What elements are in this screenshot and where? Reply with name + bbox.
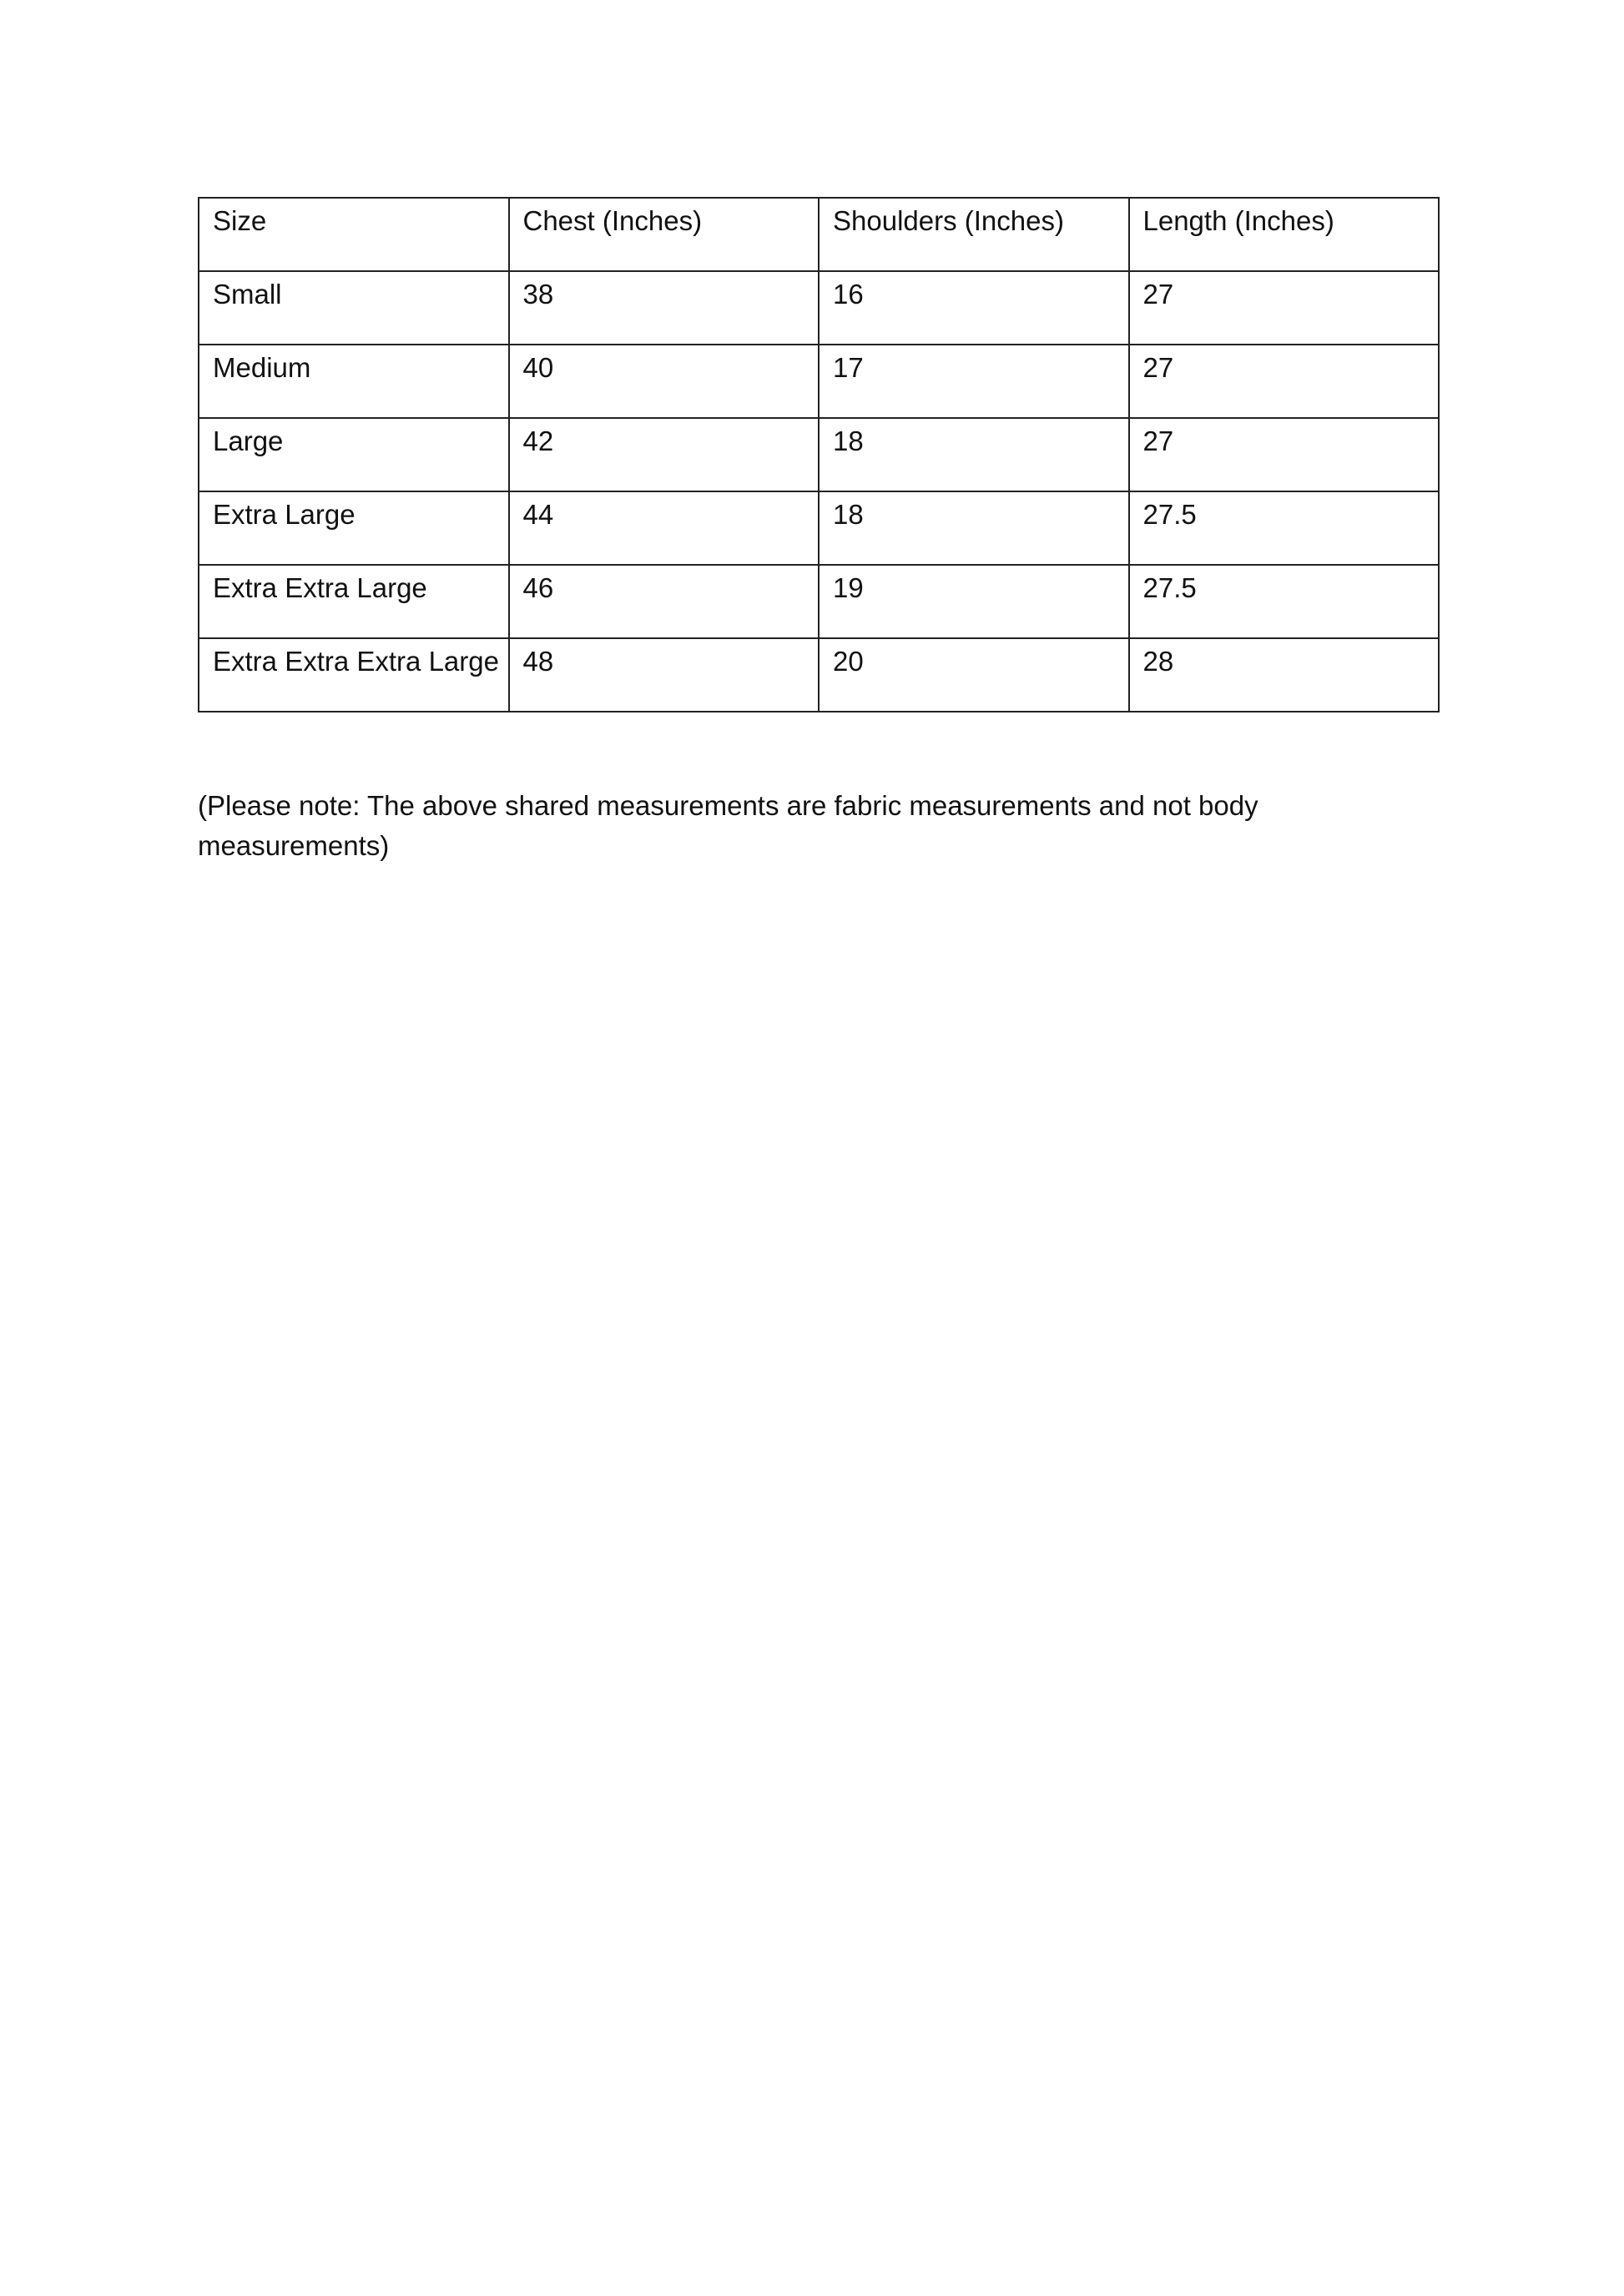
- column-header-size: Size: [199, 198, 509, 271]
- chest-cell: 40: [509, 345, 820, 418]
- chest-cell: 44: [509, 491, 820, 565]
- size-cell: Extra Extra Large: [199, 565, 509, 638]
- chest-cell: 48: [509, 638, 820, 712]
- shoulders-cell: 19: [819, 565, 1129, 638]
- chest-cell: 46: [509, 565, 820, 638]
- table-row: [199, 491, 1439, 565]
- shoulders-cell: 16: [819, 271, 1129, 345]
- size-cell: Extra Large: [199, 491, 509, 565]
- measurement-note: [198, 786, 1440, 866]
- column-header-shoulders: Shoulders (Inches): [819, 198, 1129, 271]
- column-header-length: Length (Inches): [1129, 198, 1440, 271]
- table-row: [199, 271, 1439, 345]
- table-row: [199, 638, 1439, 712]
- length-cell: 27: [1129, 271, 1440, 345]
- size-cell: Small: [199, 271, 509, 345]
- table-row: [199, 565, 1439, 638]
- length-cell: 27: [1129, 345, 1440, 418]
- length-cell: 27.5: [1129, 491, 1440, 565]
- chest-cell: 42: [509, 418, 820, 491]
- column-header-chest: Chest (Inches): [509, 198, 820, 271]
- size-chart-table: [198, 197, 1440, 712]
- chest-cell: 38: [509, 271, 820, 345]
- table-row: [199, 345, 1439, 418]
- length-cell: 27: [1129, 418, 1440, 491]
- size-cell: Extra Extra Extra Large: [199, 638, 509, 712]
- shoulders-cell: 18: [819, 491, 1129, 565]
- shoulders-cell: 17: [819, 345, 1129, 418]
- note-line: measurements): [198, 830, 390, 861]
- table-header-row: [199, 198, 1439, 271]
- size-cell: Large: [199, 418, 509, 491]
- length-cell: 28: [1129, 638, 1440, 712]
- shoulders-cell: 20: [819, 638, 1129, 712]
- length-cell: 27.5: [1129, 565, 1440, 638]
- shoulders-cell: 18: [819, 418, 1129, 491]
- table-row: [199, 418, 1439, 491]
- size-cell: Medium: [199, 345, 509, 418]
- note-line: (Please note: The above shared measurements are fabric measurements and not body: [198, 790, 1258, 821]
